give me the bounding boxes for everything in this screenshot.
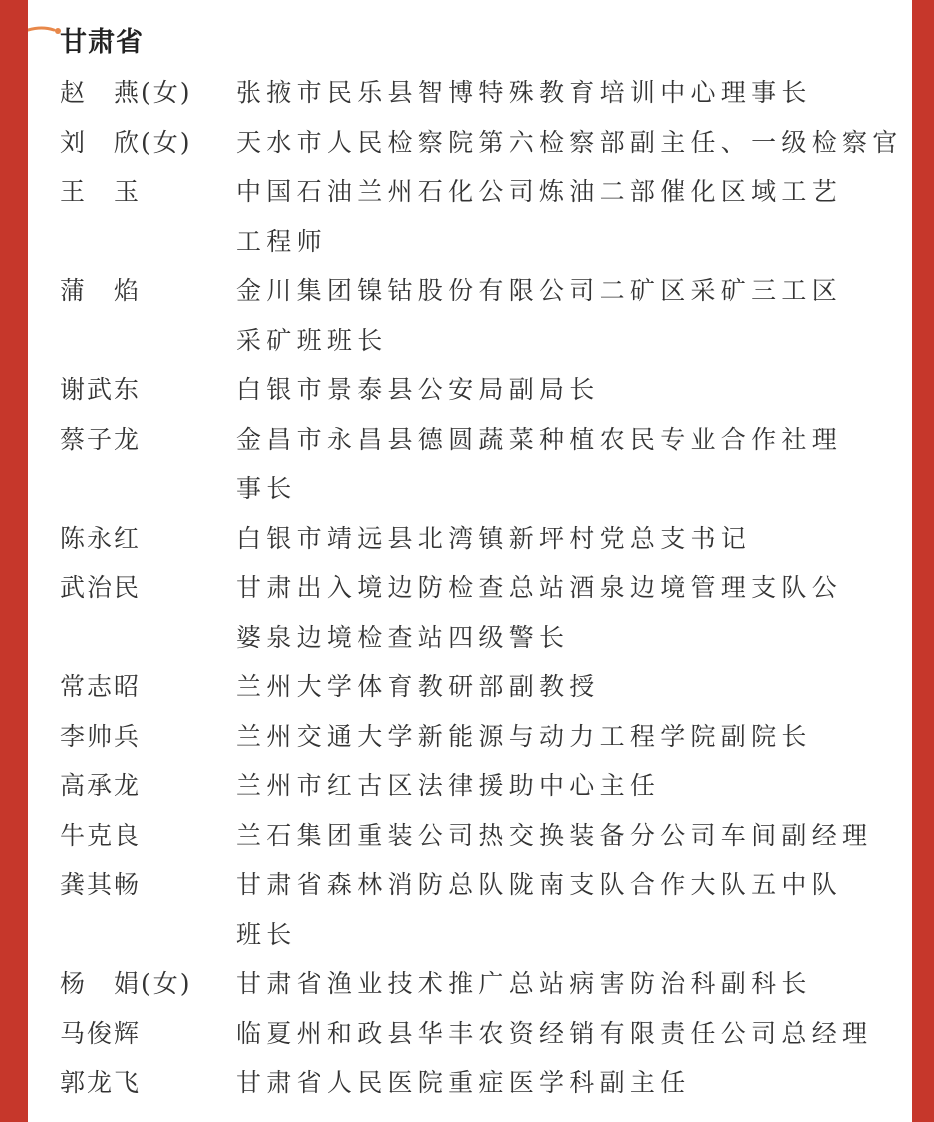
honoree-row [60,811,900,861]
honoree-row [60,959,900,1009]
honoree-title-line: 甘肃省渔业技术推广总站病害防治科副科长 [236,969,812,998]
honoree-title [236,415,900,514]
honoree-name: 常志昭 [60,672,142,701]
honoree-title [236,712,900,762]
honoree-title-line: 班长 [236,919,297,949]
honoree-title-line: 临夏州和政县华丰农资经销有限责任公司总经理 [236,1018,873,1048]
honoree-name: 高承龙 [60,771,142,800]
honoree-title [236,959,900,1009]
honoree-name: 杨 娟(女) [60,969,192,998]
province-heading: 甘肃省 [60,27,144,58]
honoree-title-line: 工程师 [236,226,327,256]
honoree-row [60,761,900,811]
honoree-row [60,514,900,564]
honoree-title [236,860,900,959]
honoree-row [60,68,900,118]
honoree-row [60,1058,900,1108]
honoree-title-line: 天水市人民检察院第六检察部副主任、一级检察官 [236,127,903,157]
honoree-title [236,761,900,811]
honoree-title [236,68,900,118]
honoree-name: 龚其畅 [60,870,142,899]
honoree-title-line: 金昌市永昌县德圆蔬菜种植农民专业合作社理 [236,424,843,454]
honoree-title-line: 中国石油兰州石化公司炼油二部催化区域工艺 [236,177,843,206]
honoree-title-line: 金川集团镍钴股份有限公司二矿区采矿三工区 [236,276,843,305]
honoree-name: 武治民 [60,573,142,602]
honoree-title [236,365,900,415]
honoree-title-line: 采矿班班长 [236,325,388,355]
honoree-title [236,563,900,662]
honoree-title-line: 兰州市红古区法律援助中心主任 [236,771,661,800]
honoree-name: 王 玉 [60,177,142,206]
honoree-row [60,860,900,959]
honoree-title-line: 事长 [236,474,297,503]
honoree-title-line: 甘肃出入境边防检查总站酒泉边境管理支队公 [236,573,843,602]
honoree-name: 郭龙飞 [60,1068,142,1097]
honoree-title-line: 兰州大学体育教研部副教授 [236,672,600,701]
honoree-title [236,514,900,564]
honoree-title [236,811,900,861]
honoree-row [60,266,900,365]
honoree-title [236,1058,900,1108]
honoree-name: 陈永红 [60,523,142,553]
honoree-name: 刘 欣(女) [60,127,192,157]
honoree-row [60,118,903,168]
honoree-name: 谢武东 [60,375,142,404]
honoree-row [60,415,900,514]
honoree-title-line: 兰石集团重装公司热交换装备分公司车间副经理 [236,820,873,850]
honoree-name: 牛克良 [60,820,142,850]
honoree-row [60,662,900,712]
honoree-title [236,167,900,266]
honoree-title-line: 白银市靖远县北湾镇新坪村党总支书记 [236,523,752,553]
honoree-name: 蔡子龙 [60,424,142,454]
honoree-title-line: 兰州交通大学新能源与动力工程学院副院长 [236,721,812,751]
honoree-name: 蒲 焰 [60,276,142,305]
honoree-row [60,167,900,266]
honoree-row [60,563,900,662]
honoree-row [60,1009,900,1059]
honoree-title-line: 婆泉边境检查站四级警长 [236,622,570,652]
honoree-title [236,1009,900,1059]
honoree-title-line: 甘肃省人民医院重症医学科副主任 [236,1068,691,1097]
honoree-name: 李帅兵 [60,721,142,751]
honoree-row [60,365,900,415]
honoree-list [60,68,903,1108]
honoree-title-line: 白银市景泰县公安局副局长 [236,375,600,404]
honoree-title [236,118,903,168]
honoree-title-line: 张掖市民乐县智博特殊教育培训中心理事长 [236,78,812,107]
honoree-name: 赵 燕(女) [60,78,192,107]
honoree-name: 马俊辉 [60,1018,142,1048]
honoree-title-line: 甘肃省森林消防总队陇南支队合作大队五中队 [236,870,843,899]
honoree-row [60,712,900,762]
document-page [28,0,912,1122]
honoree-title [236,662,900,712]
honoree-title [236,266,900,365]
